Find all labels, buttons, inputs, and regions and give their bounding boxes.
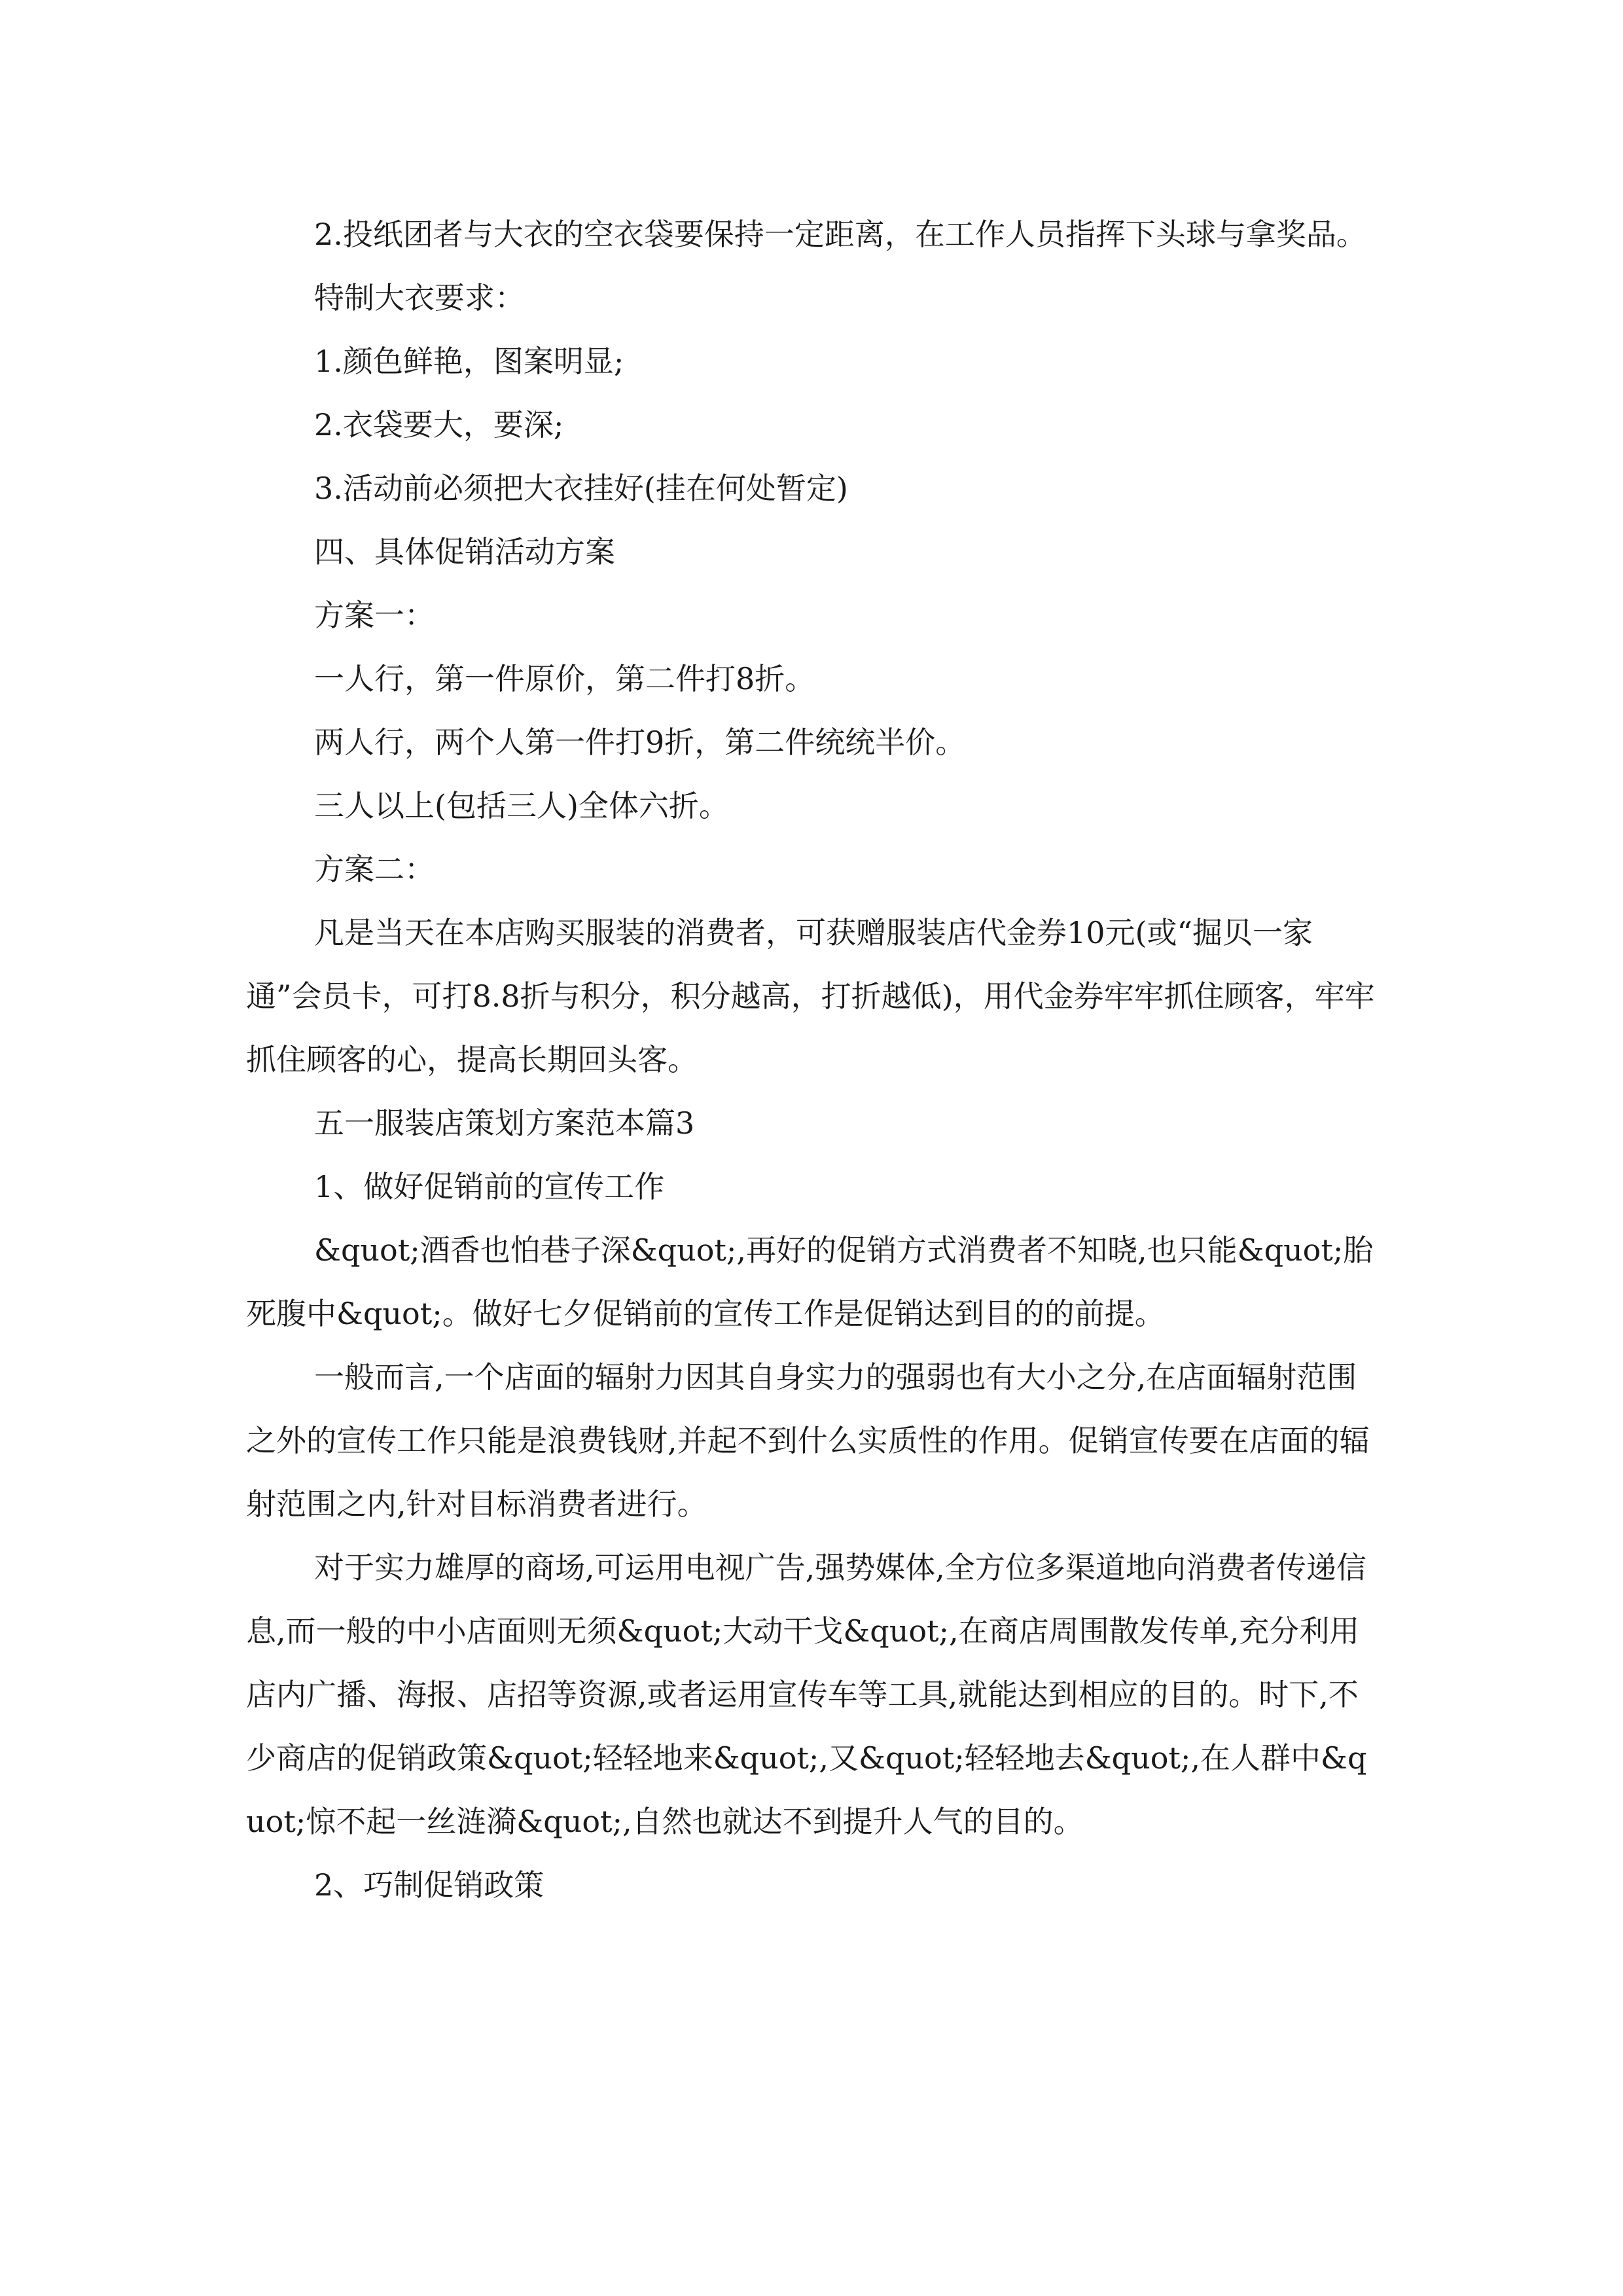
paragraph-media-strategy: 对于实力雄厚的商场,可运用电视广告,强势媒体,全方位多渠道地向消费者传递信息,而一般的中小店面则无须&quot;大动干戈&quot;,在商店周围散发传单,充分利用店内广播、海报、店招等资源,或者运用宣传车等工具,就能达到相应的目的。时下,不少商店的促销政策&quot;轻轻地来&quot;,又&quot;轻轻地去&quot;,在人群中&quot;惊不起一丝涟漪&quot;,自然也就达不到提升人气的目的。 [246, 1550, 1367, 1839]
plan-two-body: 凡是当天在本店购买服装的消费者，可获赠服装店代金券10元(或“掘贝一家通”会员卡，可打8.8折与积分，积分越高，打折越低)，用代金券牢牢抓住顾客，牢牢抓住顾客的心，提高长期回头客。 [246, 915, 1375, 1077]
article-title-part-3: 五一服装店策划方案范本篇3 [314, 1105, 695, 1141]
plan-one-heading: 方案一： [314, 598, 435, 633]
subheading-pre-promotion-publicity: 1、做好促销前的宣传工作 [314, 1169, 665, 1204]
plan-two-heading: 方案二： [314, 852, 435, 887]
subheading-promotion-policy: 2、巧制促销政策 [314, 1867, 544, 1903]
section-heading-promotion-plan: 四、具体促销活动方案 [314, 534, 615, 569]
plan-one-item-2: 两人行，两个人第一件打9折，第二件统统半价。 [314, 725, 966, 760]
paragraph-coat-req-1: 1.颜色鲜艳，图案明显; [314, 344, 624, 379]
plan-one-item-3: 三人以上(包括三人)全体六折。 [314, 788, 729, 823]
paragraph-radiation-range: 一般而言,一个店面的辐射力因其自身实力的强弱也有大小之分,在店面辐射范围之外的宣传工作只能是浪费钱财,并起不到什么实质性的作用。促销宣传要在店面的辐射范围之内,针对目标消费者进行。 [246, 1359, 1370, 1522]
paragraph-coat-requirements-heading: 特制大衣要求： [314, 280, 525, 315]
paragraph-publicity-premise: &quot;酒香也怕巷子深&quot;,再好的促销方式消费者不知晓,也只能&quot;胎死腹中&quot;。做好七夕促销前的宣传工作是促销达到目的的前提。 [246, 1232, 1374, 1331]
paragraph-coat-req-2: 2.衣袋要大，要深; [314, 407, 564, 442]
document-page [246, 203, 1377, 1917]
paragraph-coat-req-3: 3.活动前必须把大衣挂好(挂在何处暂定) [314, 471, 848, 506]
paragraph-toss-rule: 2.投纸团者与大衣的空衣袋要保持一定距离，在工作人员指挥下头球与拿奖品。 [314, 217, 1366, 252]
plan-one-item-1: 一人行，第一件原价，第二件打8折。 [314, 661, 815, 696]
